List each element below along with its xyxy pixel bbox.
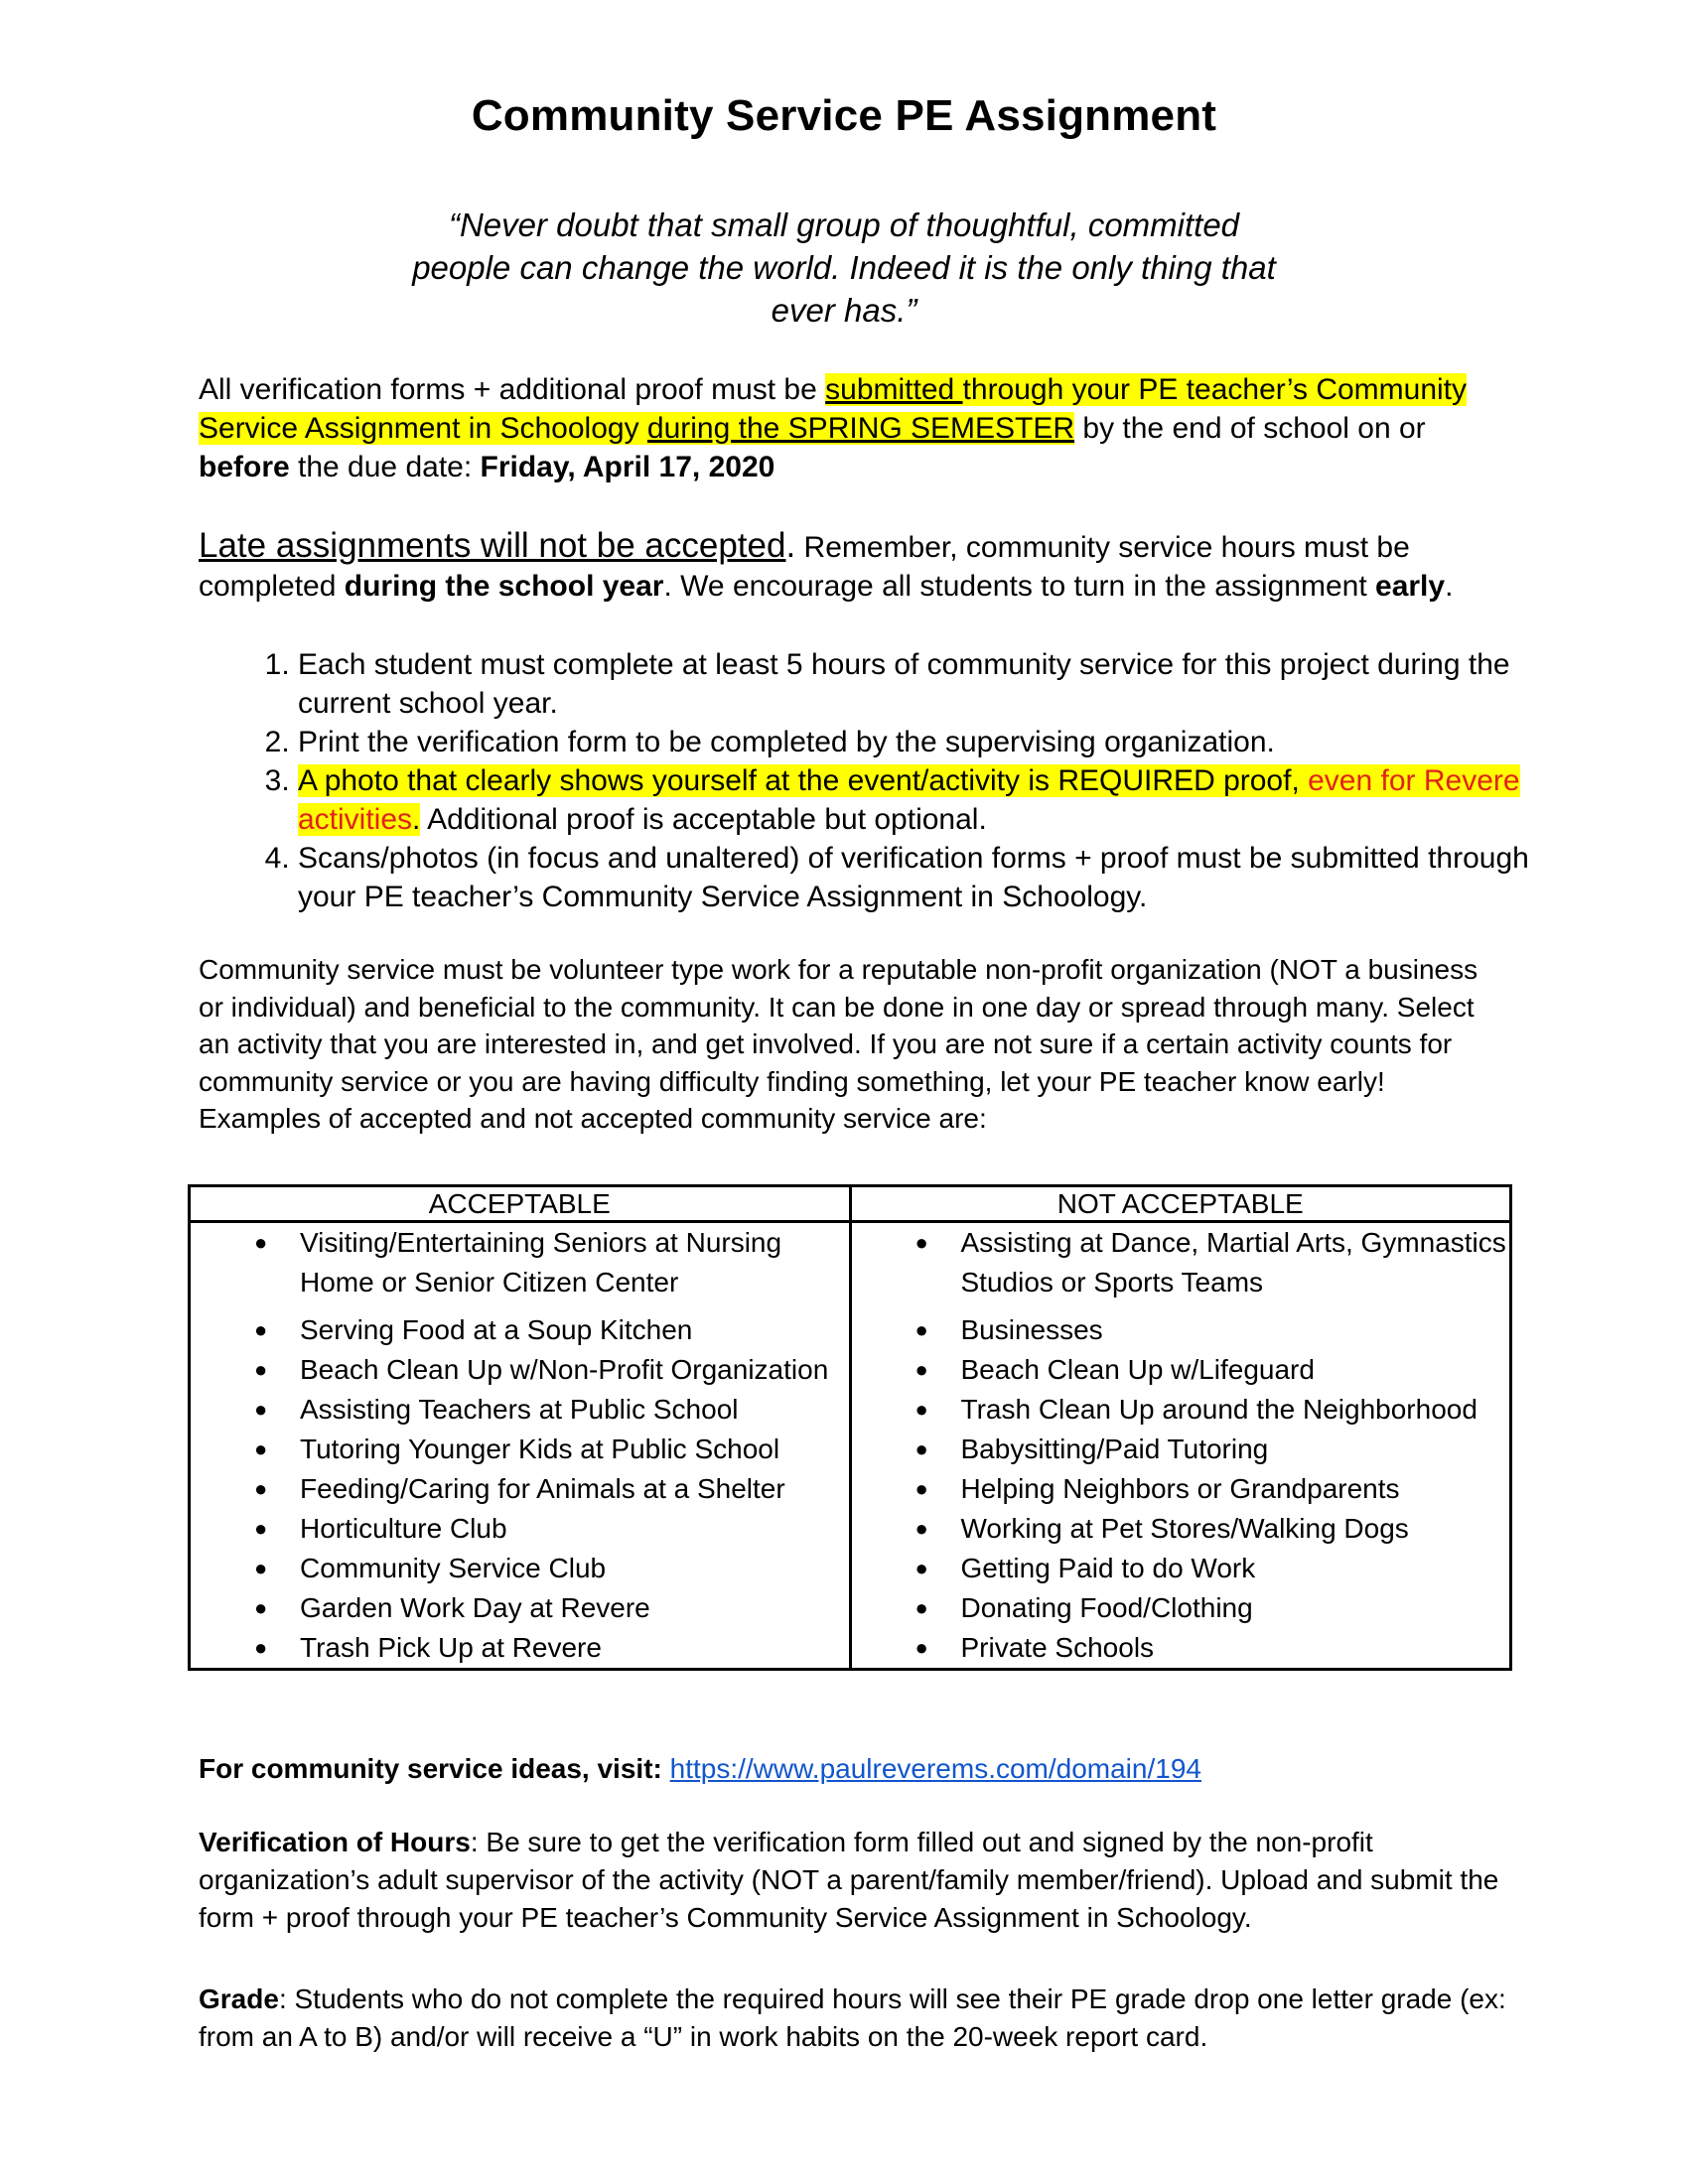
- acceptable-item: Horticulture Club: [300, 1513, 507, 1544]
- table-cell: [190, 1509, 851, 1549]
- late-heading-dot: .: [785, 526, 796, 565]
- late-text: Remember, community service hours must be completed: [199, 531, 1410, 603]
- table-cell: [190, 1390, 851, 1430]
- table-cell: [850, 1430, 1511, 1469]
- table-cell: [850, 1549, 1511, 1588]
- acceptable-item: Visiting/Entertaining Seniors at Nursing Home or Senior Citizen Center: [300, 1227, 782, 1297]
- list-item: [191, 1469, 849, 1509]
- not-acceptable-item: Working at Pet Stores/Walking Dogs: [960, 1513, 1409, 1544]
- step-item-4: 4. Scans/photos (in focus and unaltered) of verification forms + proof must be submitted through your PE teacher’s Community Service Assignment in Schoology.: [298, 839, 1589, 916]
- list-item: [852, 1310, 1510, 1350]
- due-date: Friday, April 17, 2020: [480, 451, 775, 483]
- acceptable-item: Feeding/Caring for Animals at a Shelter: [300, 1473, 785, 1504]
- list-item: [191, 1430, 849, 1469]
- list-item: [852, 1588, 1510, 1628]
- list-item: [852, 1390, 1510, 1430]
- step-3-highlight-end: .: [412, 803, 421, 836]
- submission-highlight-semester: during the SPRING SEMESTER: [646, 412, 1075, 445]
- table-cell: [850, 1588, 1511, 1628]
- late-text-3: .: [1445, 570, 1454, 603]
- column-header-acceptable: ACCEPTABLE: [190, 1186, 851, 1222]
- list-item: [191, 1390, 849, 1430]
- bullet-icon: ●: [914, 1635, 928, 1660]
- not-acceptable-item: Private Schools: [960, 1632, 1155, 1663]
- table-row: [190, 1390, 1511, 1430]
- submission-bold-before: before: [199, 451, 290, 483]
- list-item: [852, 1628, 1510, 1668]
- bullet-icon: ●: [914, 1230, 928, 1255]
- list-item: [852, 1549, 1510, 1588]
- not-acceptable-item: Businesses: [960, 1314, 1103, 1345]
- grade-paragraph: [199, 1980, 1514, 2056]
- not-acceptable-item: Trash Clean Up around the Neighborhood: [960, 1394, 1477, 1425]
- acceptable-item: Assisting Teachers at Public School: [300, 1394, 739, 1425]
- table-cell: [190, 1222, 851, 1311]
- bullet-icon: ●: [914, 1556, 928, 1580]
- not-acceptable-item: Getting Paid to do Work: [960, 1553, 1256, 1583]
- list-item: [852, 1430, 1510, 1469]
- table-cell: [190, 1549, 851, 1588]
- grade-text: : Students who do not complete the required hours will see their PE grade drop one letter grade (ex: from an A to B) and/or will receive a “U” in work habits on the 20-week report card.: [199, 1983, 1506, 2052]
- not-acceptable-item: Helping Neighbors or Grandparents: [960, 1473, 1400, 1504]
- table-row: [190, 1469, 1511, 1509]
- list-item: [852, 1469, 1510, 1509]
- table-row: [190, 1628, 1511, 1670]
- submission-paragraph: [199, 370, 1514, 486]
- table-cell: [850, 1222, 1511, 1311]
- acceptable-item: Serving Food at a Soup Kitchen: [300, 1314, 693, 1345]
- table-cell: [190, 1469, 851, 1509]
- step-item-2: 2. Print the verification form to be completed by the supervising organization.: [298, 723, 1589, 761]
- bullet-icon: ●: [254, 1397, 268, 1422]
- table-row: [190, 1549, 1511, 1588]
- step-3-rest: Additional proof is acceptable but optional.: [420, 803, 987, 836]
- column-header-not-acceptable: NOT ACCEPTABLE: [850, 1186, 1511, 1222]
- not-acceptable-item: Assisting at Dance, Martial Arts, Gymnastics Studios or Sports Teams: [960, 1227, 1506, 1297]
- bullet-icon: ●: [914, 1357, 928, 1382]
- bullet-icon: ●: [254, 1635, 268, 1660]
- bullet-icon: ●: [254, 1595, 268, 1620]
- submission-text-3: the due date:: [289, 451, 481, 483]
- bullet-icon: ●: [254, 1436, 268, 1461]
- verification-label: Verification of Hours: [199, 1827, 471, 1857]
- table-cell: [850, 1469, 1511, 1509]
- list-item: [191, 1310, 849, 1350]
- table-cell: [850, 1390, 1511, 1430]
- list-item: [191, 1588, 849, 1628]
- steps-list: [199, 645, 1589, 916]
- submission-highlight-submitted: submitted: [825, 373, 963, 406]
- table-row: [190, 1310, 1511, 1350]
- table-row: [190, 1509, 1511, 1549]
- table-cell: [850, 1509, 1511, 1549]
- list-item: [852, 1350, 1510, 1390]
- ideas-link[interactable]: https://www.paulreverems.com/domain/194: [669, 1753, 1201, 1784]
- not-acceptable-item: Beach Clean Up w/Lifeguard: [960, 1354, 1315, 1385]
- table-row: [190, 1430, 1511, 1469]
- verification-paragraph: [199, 1824, 1514, 1937]
- list-item: [191, 1628, 849, 1668]
- list-item: [852, 1223, 1510, 1310]
- step-item-1: 1. Each student must complete at least 5 hours of community service for this project during the current school year.: [298, 645, 1589, 723]
- bullet-icon: ●: [254, 1516, 268, 1541]
- acceptable-item: Garden Work Day at Revere: [300, 1592, 650, 1623]
- list-item: [191, 1223, 849, 1310]
- table-row: [190, 1222, 1511, 1311]
- late-bold-school-year: during the school year: [344, 570, 664, 603]
- not-acceptable-item: Donating Food/Clothing: [960, 1592, 1253, 1623]
- bullet-icon: ●: [914, 1317, 928, 1342]
- table-row: [190, 1588, 1511, 1628]
- table-cell: [850, 1350, 1511, 1390]
- grade-label: Grade: [199, 1983, 279, 2014]
- ideas-label: For community service ideas, visit:: [199, 1753, 662, 1784]
- acceptable-item: Beach Clean Up w/Non-Profit Organization: [300, 1354, 829, 1385]
- table-cell: [850, 1310, 1511, 1350]
- table-cell: [190, 1628, 851, 1670]
- table-cell: [190, 1430, 851, 1469]
- bullet-icon: ●: [914, 1516, 928, 1541]
- not-acceptable-item: Babysitting/Paid Tutoring: [960, 1433, 1269, 1464]
- table-cell: [190, 1350, 851, 1390]
- table-cell: [190, 1310, 851, 1350]
- late-bold-early: early: [1375, 570, 1446, 603]
- bullet-icon: ●: [914, 1476, 928, 1501]
- submission-text-2: by the end of school on or: [1074, 412, 1426, 445]
- late-text-2: . We encourage all students to turn in the assignment: [663, 570, 1376, 603]
- list-item: [191, 1350, 849, 1390]
- bullet-icon: ●: [254, 1556, 268, 1580]
- bullet-icon: ●: [254, 1230, 268, 1255]
- list-item: [191, 1509, 849, 1549]
- table-cell: [190, 1588, 851, 1628]
- quote: “Never doubt that small group of thoughtful, committed people can change the world. Indeed it is the only thing that ever has.”: [412, 206, 1276, 329]
- late-paragraph: [199, 526, 1514, 606]
- verification-text: : Be sure to get the verification form filled out and signed by the non-profit organization’s adult supervisor of the activity (NOT a parent/family member/friend). Upload and submit the form + proof through your PE teacher’s Community Service Assignment in Schoology.: [199, 1827, 1499, 1933]
- acceptable-item: Trash Pick Up at Revere: [300, 1632, 602, 1663]
- ideas-line: [199, 1749, 1514, 1788]
- bullet-icon: ●: [914, 1595, 928, 1620]
- late-heading: Late assignments will not be accepted: [199, 526, 786, 565]
- acceptable-item: Tutoring Younger Kids at Public School: [300, 1433, 780, 1464]
- table-cell: [850, 1628, 1511, 1670]
- step-item-3: [298, 761, 1589, 839]
- page-title: Community Service PE Assignment: [471, 91, 1217, 140]
- step-3-highlight: A photo that clearly shows yourself at the event/activity is REQUIRED proof,: [298, 764, 1309, 797]
- bullet-icon: ●: [914, 1436, 928, 1461]
- step-3-red-text: even for Revere activities: [298, 764, 1520, 836]
- bullet-icon: ●: [914, 1397, 928, 1422]
- submission-highlight-schoology: through your PE teacher’s Community Service Assignment in Schoology: [199, 373, 1468, 445]
- bullet-icon: ●: [254, 1476, 268, 1501]
- submission-text: All verification forms + additional proof must be: [199, 373, 826, 406]
- description-paragraph: Community service must be volunteer type work for a reputable non-profit organization (NOT a business or individual) and beneficial to the community. It can be done in one day or spread through many. Select an activity that you are interested in, and get involved. If you are not sure if a certain activity counts for community service or you are having difficulty finding something, let your PE teacher know early! Examples of accepted and not accepted community service are:: [199, 954, 1478, 1134]
- table-row: [190, 1350, 1511, 1390]
- service-table: [188, 1184, 1512, 1671]
- list-item: [191, 1549, 849, 1588]
- bullet-icon: ●: [254, 1317, 268, 1342]
- list-item: [852, 1509, 1510, 1549]
- acceptable-item: Community Service Club: [300, 1553, 607, 1583]
- bullet-icon: ●: [254, 1357, 268, 1382]
